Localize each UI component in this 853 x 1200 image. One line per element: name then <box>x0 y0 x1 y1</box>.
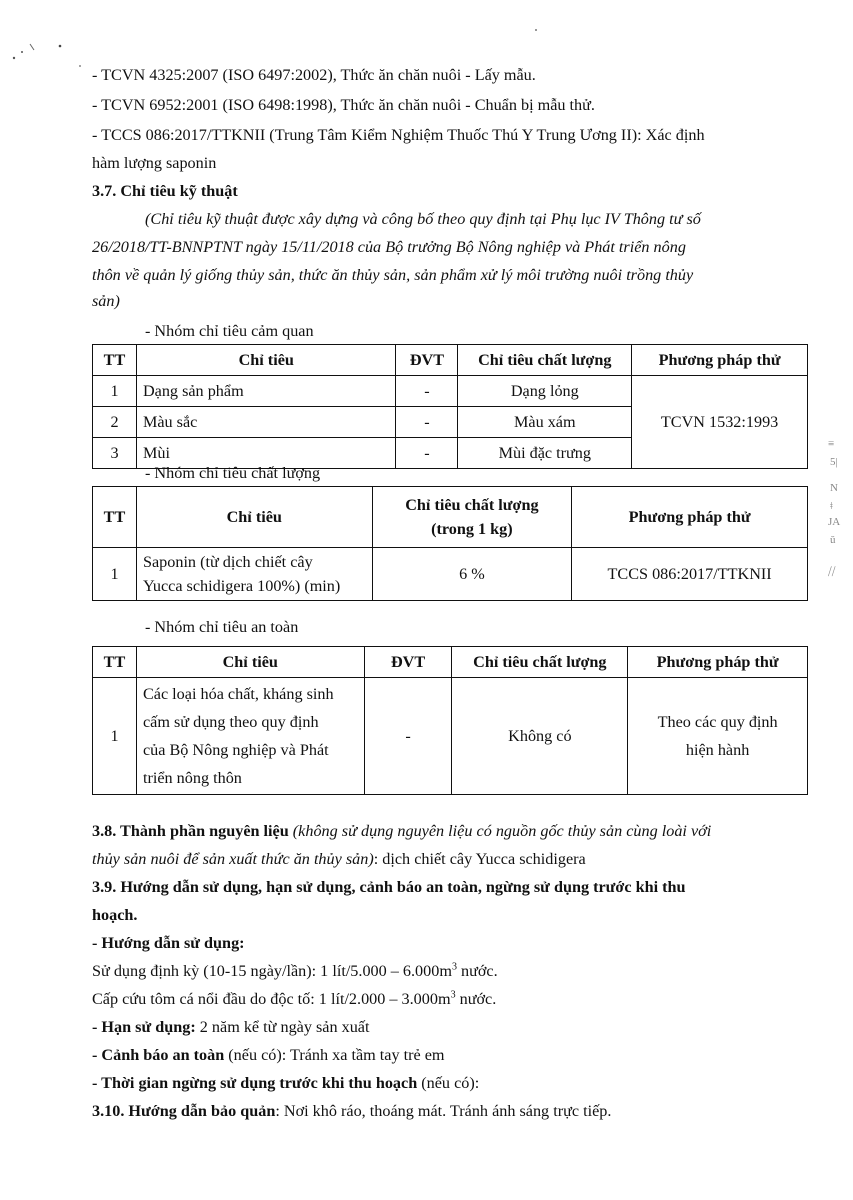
expiry-label: - Hạn sử dụng: <box>92 1018 196 1036</box>
section-3-8-note-1: (không sử dụng nguyên liệu có nguồn gốc thủy sản cùng loài với <box>292 822 712 840</box>
cell-value: Dạng lỏng <box>458 376 632 407</box>
cell-name-line-2: Yucca schidigera 100%) (min) <box>142 577 341 595</box>
section-3-8-text: : dịch chiết cây Yucca schidigera <box>373 850 586 868</box>
group-safety-title: - Nhóm chỉ tiêu an toàn <box>145 618 299 636</box>
usage-line-1-sup: 3 <box>451 961 457 973</box>
section-3-7-note-4: sản) <box>92 292 120 310</box>
warning-label: - Cảnh báo an toàn <box>92 1046 225 1064</box>
warning-line <box>92 1044 813 1066</box>
cell-method: TCVN 1532:1993 <box>632 376 808 469</box>
margin-stamp-mark: ≡ <box>828 438 835 450</box>
section-3-8 <box>92 820 813 842</box>
col-header-unit: ĐVT <box>396 345 458 376</box>
table-row <box>93 678 808 795</box>
scan-specks <box>0 0 853 80</box>
group-quality-title: - Nhóm chỉ tiêu chất lượng <box>145 464 321 482</box>
col-header-name: Chỉ tiêu <box>136 647 364 678</box>
col-header-tt: TT <box>93 647 137 678</box>
col-header-tt: TT <box>93 345 137 376</box>
withdrawal-text: (nếu có): <box>417 1074 480 1092</box>
cell-name-line-2: cấm sử dụng theo quy định <box>142 713 319 731</box>
margin-stamp-mark: N <box>830 482 838 494</box>
col-header-unit: ĐVT <box>364 647 452 678</box>
cell-tt: 2 <box>93 407 137 438</box>
ref-line-4: hàm lượng saponin <box>92 154 217 172</box>
ref-line-3: - TCCS 086:2017/TTKNII (Trung Tâm Kiểm Nghiệm Thuốc Thú Y Trung Ương II): Xác định <box>92 126 705 144</box>
cell-unit: - <box>396 407 458 438</box>
cell-name <box>136 548 372 601</box>
col-header-tt: TT <box>93 487 137 548</box>
margin-stamp-mark: JA <box>828 516 841 528</box>
table-header-row <box>93 647 808 678</box>
col-header-value: Chỉ tiêu chất lượng <box>458 345 632 376</box>
table-row <box>93 548 808 601</box>
cell-value: 6 % <box>372 548 572 601</box>
col-header-method: Phương pháp thử <box>632 345 808 376</box>
margin-stamp-mark: ǂ <box>830 500 833 512</box>
cell-unit: - <box>364 678 452 795</box>
margin-stamp-mark: ⧸⧸ <box>828 566 836 578</box>
cell-tt: 1 <box>93 548 137 601</box>
cell-name-line-3: của Bộ Nông nghiệp và Phát <box>142 741 329 759</box>
usage-line-2-text: Cấp cứu tôm cá nổi đầu do độc tố: 1 lít/2.000 – 3.000m <box>92 990 451 1008</box>
section-3-10-text: : Nơi khô ráo, thoáng mát. Tránh ánh sáng trực tiếp. <box>275 1102 612 1120</box>
cell-name <box>136 678 364 795</box>
section-3-7-note-3: thôn về quản lý giống thủy sản, thức ăn thủy sản, sản phẩm xử lý môi trường nuôi trồng thủy <box>92 266 694 284</box>
value-header-line-2: (trong 1 kg) <box>431 520 513 538</box>
col-header-method: Phương pháp thử <box>628 647 808 678</box>
cell-tt: 1 <box>93 376 137 407</box>
table-row <box>93 376 808 407</box>
section-3-10-heading: 3.10. Hướng dẫn bảo quản <box>92 1102 276 1120</box>
section-3-8-heading: 3.8. Thành phần nguyên liệu <box>92 822 289 840</box>
margin-stamp-mark: 5| <box>830 456 838 468</box>
usage-line-2 <box>92 988 813 1010</box>
cell-method-line-1: Theo các quy định <box>657 713 778 731</box>
cell-name-line-1: Saponin (từ dịch chiết cây <box>142 553 313 571</box>
cell-value: Không có <box>452 678 628 795</box>
cell-name-line-1: Các loại hóa chất, kháng sinh <box>142 685 334 703</box>
cell-unit: - <box>396 376 458 407</box>
quality-table <box>92 486 808 601</box>
col-header-value <box>372 487 572 548</box>
section-3-7-note-2: 26/2018/TT-BNNPTNT ngày 15/11/2018 của Bộ trưởng Bộ Nông nghiệp và Phát triển nông <box>92 238 686 256</box>
col-header-name: Chỉ tiêu <box>136 487 372 548</box>
cell-tt: 1 <box>93 678 137 795</box>
col-header-value: Chỉ tiêu chất lượng <box>452 647 628 678</box>
expiry-line <box>92 1016 813 1038</box>
cell-method-line-2: hiện hành <box>685 741 750 759</box>
section-3-8-note-2: thủy sản nuôi để sản xuất thức ăn thủy sản) <box>92 850 374 868</box>
usage-line-2-sup: 3 <box>450 989 456 1001</box>
cell-value: Mùi đặc trưng <box>458 438 632 469</box>
usage-line-1-text: Sử dụng định kỳ (10-15 ngày/lần): 1 lít/5.000 – 6.000m <box>92 962 452 980</box>
section-3-9-heading-1: 3.9. Hướng dẫn sử dụng, hạn sử dụng, cảnh báo an toàn, ngừng sử dụng trước khi thu <box>92 878 686 896</box>
usage-line-1-end: nước. <box>456 962 498 980</box>
usage-line-2-end: nước. <box>455 990 497 1008</box>
usage-label: - Hướng dẫn sử dụng: <box>92 934 245 952</box>
warning-text: (nếu có): Tránh xa tầm tay trẻ em <box>224 1046 445 1064</box>
margin-stamp-mark: ŭ <box>830 534 836 546</box>
col-header-method: Phương pháp thử <box>572 487 808 548</box>
cell-name-line-4: triển nông thôn <box>142 769 242 787</box>
cell-name: Màu sắc <box>136 407 396 438</box>
withdrawal-label: - Thời gian ngừng sử dụng trước khi thu hoạch <box>92 1074 418 1092</box>
withdrawal-line <box>92 1072 813 1094</box>
section-3-7-note-1: (Chỉ tiêu kỹ thuật được xây dựng và công bố theo quy định tại Phụ lục IV Thông tư số <box>145 210 701 228</box>
section-3-8-line-2 <box>92 848 813 870</box>
section-3-9-heading-2: hoạch. <box>92 906 138 924</box>
section-3-7-heading: 3.7. Chỉ tiêu kỹ thuật <box>92 182 238 200</box>
value-header-line-1: Chỉ tiêu chất lượng <box>405 496 539 514</box>
cell-name: Dạng sản phẩm <box>136 376 396 407</box>
cell-tt: 3 <box>93 438 137 469</box>
expiry-text: 2 năm kể từ ngày sản xuất <box>195 1018 370 1036</box>
safety-table <box>92 646 808 795</box>
cell-method: TCCS 086:2017/TTKNII <box>572 548 808 601</box>
table-header-row <box>93 487 808 548</box>
usage-line-1 <box>92 960 813 982</box>
col-header-name: Chỉ tiêu <box>136 345 396 376</box>
ref-line-1: - TCVN 4325:2007 (ISO 6497:2002), Thức ăn chăn nuôi - Lấy mẫu. <box>92 66 536 84</box>
cell-name: Mùi <box>136 438 396 469</box>
section-3-10 <box>92 1100 813 1122</box>
ref-line-2: - TCVN 6952:2001 (ISO 6498:1998), Thức ăn chăn nuôi - Chuẩn bị mẫu thử. <box>92 96 595 114</box>
table-header-row <box>93 345 808 376</box>
cell-value: Màu xám <box>458 407 632 438</box>
group-sensory-title: - Nhóm chỉ tiêu cảm quan <box>145 322 314 340</box>
cell-method <box>628 678 808 795</box>
cell-unit: - <box>396 438 458 469</box>
sensory-table <box>92 344 808 469</box>
